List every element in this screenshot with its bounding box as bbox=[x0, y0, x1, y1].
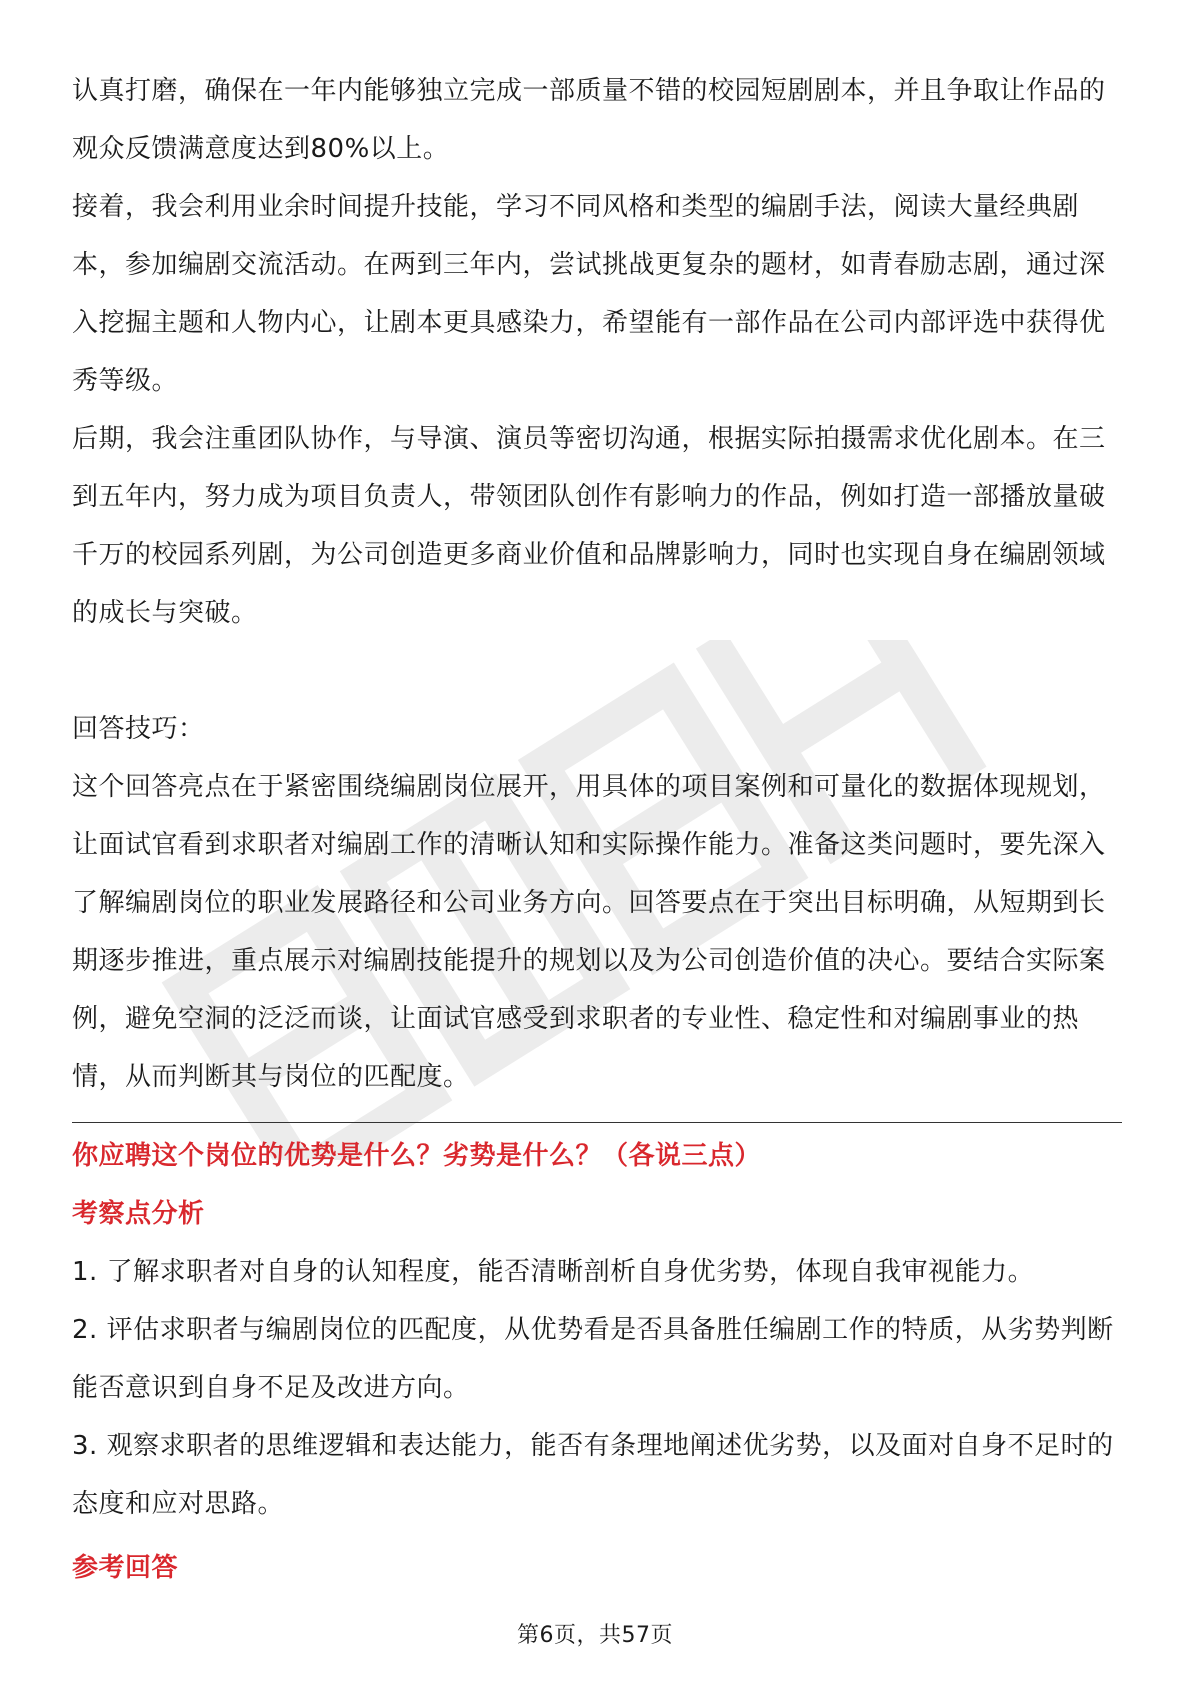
analysis-point: 3. 观察求职者的思维逻辑和表达能力，能否有条理地阐述优劣势，以及面对自身不足时的态度和应对思路。 bbox=[72, 1431, 1114, 1519]
question-title: 你应聘这个岗位的优势是什么？劣势是什么？（各说三点） bbox=[72, 1141, 762, 1171]
body-paragraph: 后期，我会注重团队协作，与导演、演员等密切沟通，根据实际拍摄需求优化剧本。在三到五年内，努力成为项目负责人，带领团队创作有影响力的作品，例如打造一部播放量破千万的校园系列剧，为公司创造更多商业价值和品牌影响力，同时也实现自身在编剧领域的成长与突破。 bbox=[72, 424, 1106, 628]
main-content bbox=[72, 62, 1122, 1597]
spacer bbox=[72, 642, 1122, 700]
body-paragraph: 接着，我会利用业余时间提升技能，学习不同风格和类型的编剧手法，阅读大量经典剧本，参加编剧交流活动。在两到三年内，尝试挑战更复杂的题材，如青春励志剧，通过深入挖掘主题和人物内心，让剧本更具感染力，希望能有一部作品在公司内部评选中获得优秀等级。 bbox=[72, 192, 1106, 396]
body-paragraph: 认真打磨，确保在一年内能够独立完成一部质量不错的校园短剧剧本，并且争取让作品的观众反馈满意度达到80%以上。 bbox=[72, 76, 1106, 164]
analysis-heading: 考察点分析 bbox=[72, 1199, 205, 1229]
analysis-point: 2. 评估求职者与编剧岗位的匹配度，从优势看是否具备胜任编剧工作的特质，从劣势判断能否意识到自身不足及改进方向。 bbox=[72, 1315, 1114, 1403]
tips-body: 这个回答亮点在于紧密围绕编剧岗位展开，用具体的项目案例和可量化的数据体现规划，让面试官看到求职者对编剧工作的清晰认知和实际操作能力。准备这类问题时，要先深入了解编剧岗位的职业发展路径和公司业务方向。回答要点在于突出目标明确，从短期到长期逐步推进，重点展示对编剧技能提升的规划以及为公司创造价值的决心。要结合实际案例，避免空洞的泛泛而谈，让面试官感受到求职者的专业性、稳定性和对编剧事业的热情，从而判断其与岗位的匹配度。 bbox=[72, 772, 1106, 1092]
section-divider bbox=[72, 1122, 1122, 1123]
tips-heading: 回答技巧： bbox=[72, 714, 205, 744]
page-number: 第6页，共57页 bbox=[517, 1623, 673, 1648]
reference-heading: 参考回答 bbox=[72, 1553, 179, 1583]
analysis-point: 1. 了解求职者对自身的认知程度，能否清晰剖析自身优劣势，体现自我审视能力。 bbox=[72, 1257, 1035, 1287]
